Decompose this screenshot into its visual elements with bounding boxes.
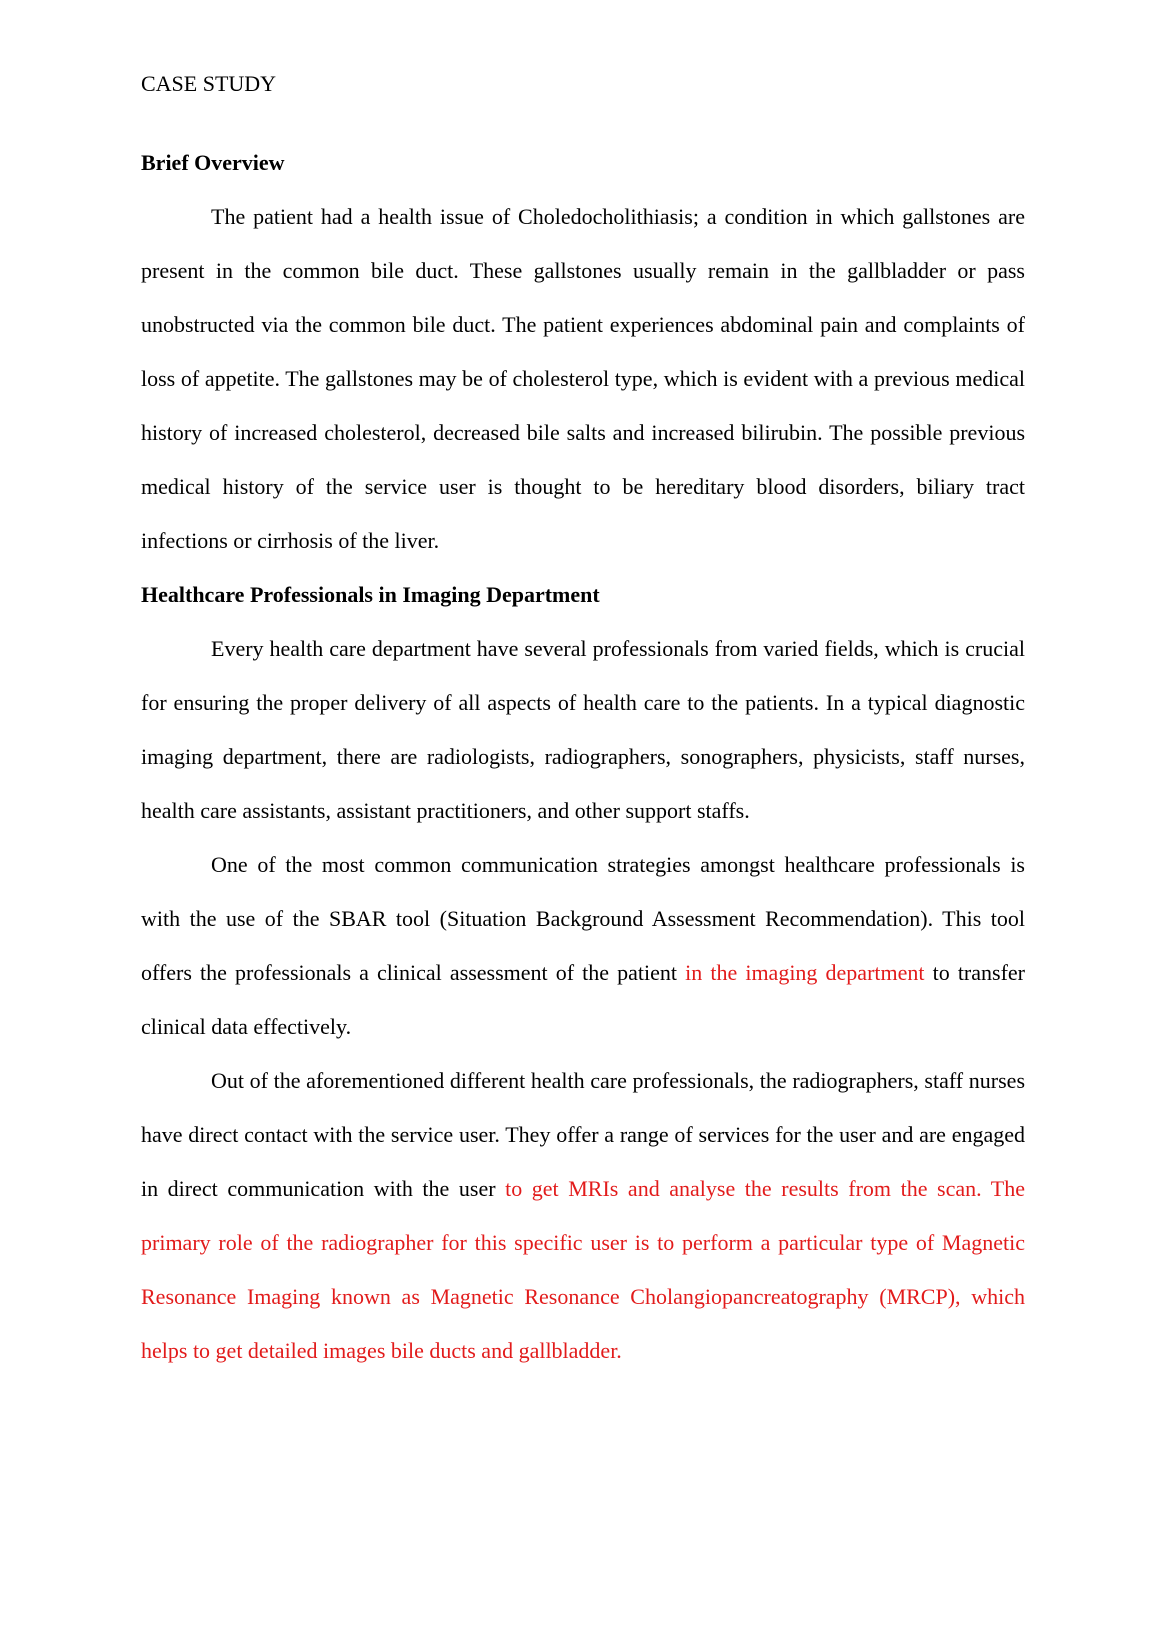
paragraph-radiographers-text: Out of the aforementioned different health care professionals, the radiographers, staff nurses have direct contact with the service user. They offer a range of services for the user and are engaged in direct communication with the user bbox=[141, 1068, 1025, 1201]
document-body bbox=[141, 136, 1025, 1378]
paragraph-overview: The patient had a health issue of Choledocholithiasis; a condition in which gallstones are present in the common bile duct. These gallstones usually remain in the gallbladder or pass unobstructed via the common bile duct. The patient experiences abdominal pain and complaints of loss of appetite. The gallstones may be of cholesterol type, which is evident with a previous medical history of increased cholesterol, decreased bile salts and increased bilirubin. The possible previous medical history of the service user is thought to be hereditary blood disorders, biliary tract infections or cirrhosis of the liver. bbox=[141, 204, 1025, 553]
paragraph-radiographers bbox=[141, 1054, 1025, 1378]
paragraph-sbar bbox=[141, 838, 1025, 1054]
paragraph-professionals: Every health care department have several professionals from varied fields, which is crucial for ensuring the proper delivery of all aspects of health care to the patients. In a typical diagnostic imaging department, there are radiologists, radiographers, sonographers, physicists, staff nurses, health care assistants, assistant practitioners, and other support staffs. bbox=[141, 636, 1025, 823]
highlighted-text: in the imaging department bbox=[685, 960, 925, 985]
highlighted-text: to get MRIs and analyse the results from the scan. The primary role of the radiographer for this specific user is to perform a particular type of Magnetic Resonance Imaging known as Magnetic Resonance Cholangiopancreatography (MRCP), which helps to get detailed images bile ducts and gallbladder. bbox=[141, 1176, 1025, 1363]
page-header: CASE STUDY bbox=[141, 71, 277, 96]
paragraph-sbar-text-end: to transfer clinical data effectively. bbox=[141, 960, 1025, 1039]
paragraph-sbar-text: One of the most common communication strategies amongst healthcare professionals is with the use of the SBAR tool (Situation Background Assessment Recommendation). This tool offers the professionals a clinical assessment of the patient bbox=[141, 852, 1025, 985]
section-heading-brief-overview: Brief Overview bbox=[141, 150, 285, 175]
section-heading-healthcare-professionals: Healthcare Professionals in Imaging Department bbox=[141, 582, 600, 607]
